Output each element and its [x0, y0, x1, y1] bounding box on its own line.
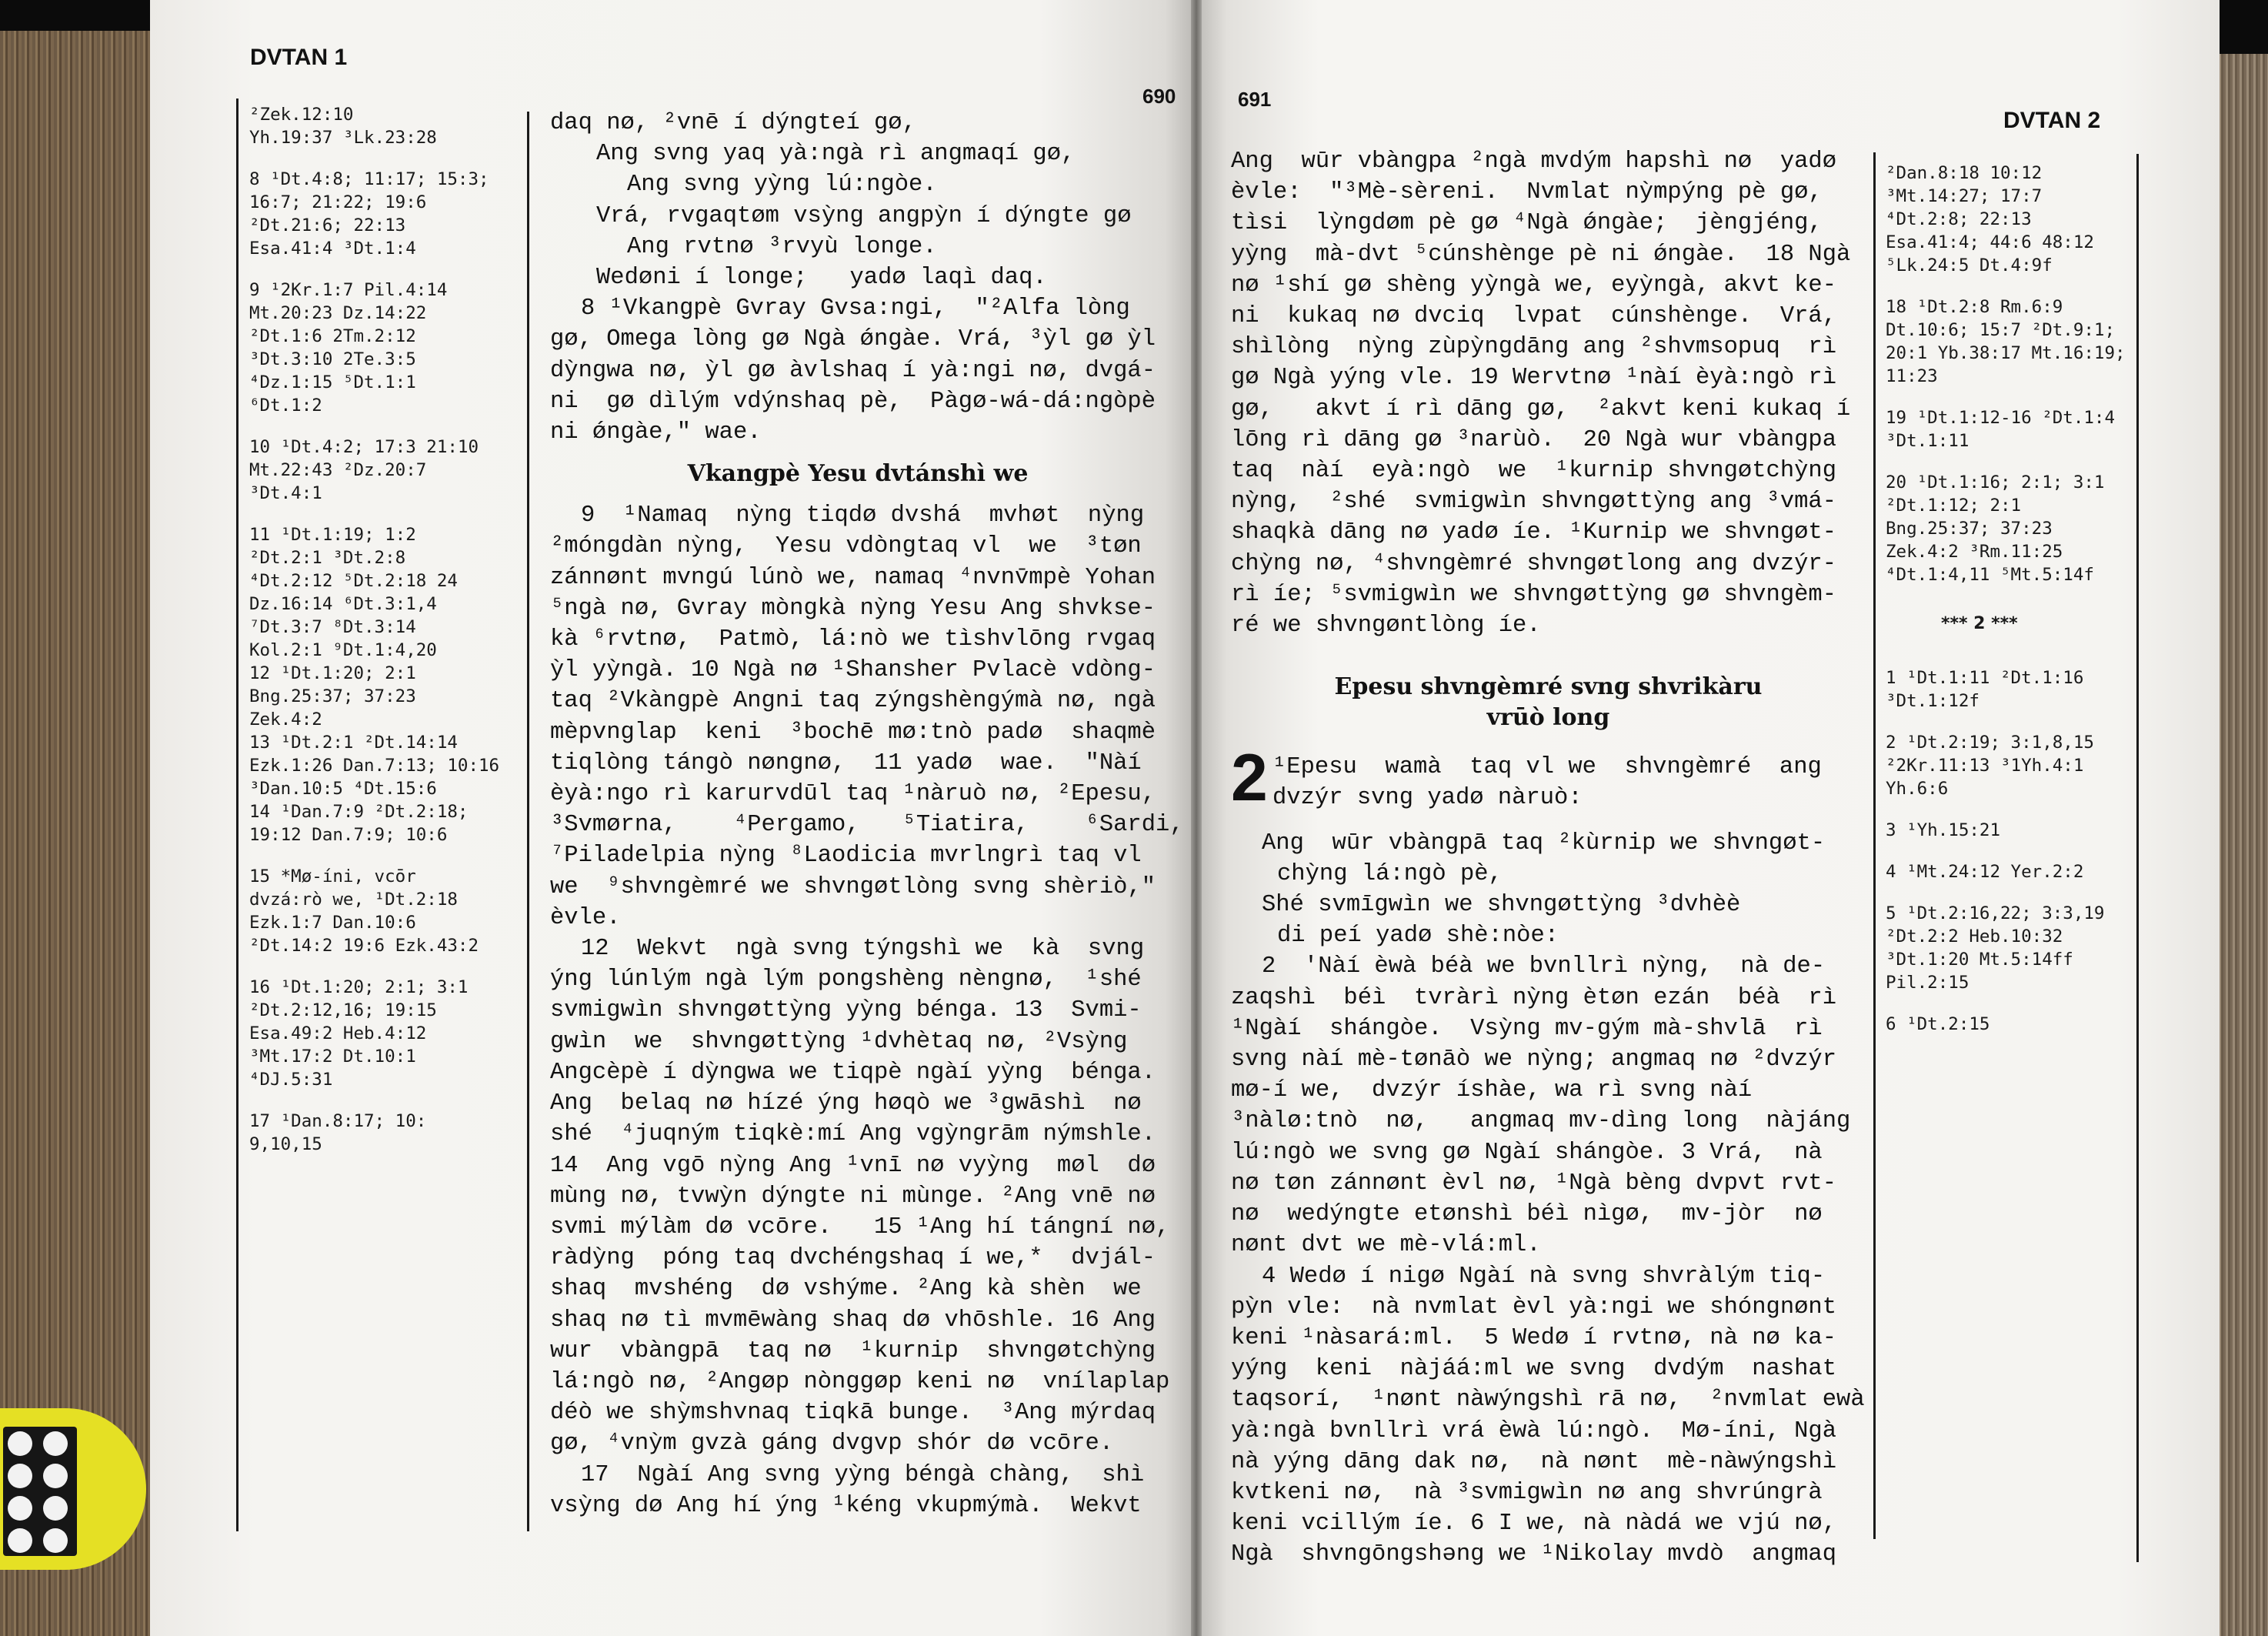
text-line: ³nàlø:tnò nø, angmaq mv-dìng long nàjáng: [1231, 1108, 1851, 1135]
cross-references-left: [249, 103, 522, 1174]
text-line: svmi mýlàm dø vcōre. 15 ¹Ang hí tángní nø,: [550, 1214, 1170, 1240]
text-line: ré we shvngøntlòng íe.: [1231, 613, 1541, 639]
text-line: ¹Epesu wamà taq vl we shvngèmré ang: [1272, 754, 1822, 781]
right-page: [1196, 0, 2220, 1636]
poetry-line: Ang wūr vbàngpā taq ²kùrnip we shvngøt-: [1262, 830, 1826, 856]
text-line: nø tøn zánnønt èvl nø, ¹Ngà bèng dvpvt rvt-: [1231, 1170, 1837, 1197]
cross-ref: 6 ¹Dt.2:15: [1886, 1014, 1990, 1034]
text-line: mèpvnglap keni ³bochē mø:tnò padø shaqmè: [550, 719, 1156, 746]
text-line: èvle: "³Mè-sèreni. Nvmlat nỳmpýng pè gø,: [1231, 179, 1823, 206]
text-line: ⁷Piladelpia nỳng ⁸Laodicia mvrlngrì taq vl: [550, 843, 1142, 870]
text-line: dvzýr svng yadø nàruò:: [1272, 785, 1583, 812]
left-outer-rule: [236, 98, 238, 1531]
cross-ref: 19 ¹Dt.1:12-16 ²Dt.1:4 ³Dt.1:11: [1886, 408, 2116, 451]
text-line: ²móngdàn nỳng, Yesu vdòngtaq vl we ³tøn: [550, 533, 1142, 560]
text-line: keni vcillým íe. 6 I we, nà nàdá we vjú nø,: [1231, 1511, 1837, 1538]
page-number-691: 691: [1238, 88, 1272, 111]
cross-ref: 16 ¹Dt.1:20; 2:1; 3:1 ²Dt.2:12,16; 19:15 Esa.49:2 Heb.4:12 ³Mt.17:2 Dt.10:1 ⁴DJ.5:31: [249, 977, 469, 1090]
dot-grid-icon: [3, 1427, 77, 1556]
cross-ref: 15 *Mø-íni, vcōr dvzá:rò we, ¹Dt.2:18 Ezk.1:7 Dan.10:6 ²Dt.14:2 19:6 Ezk.43:2: [249, 866, 479, 956]
text-line: Ang belaq nø hízé ýng høqò we ³gwāshì nø: [550, 1090, 1142, 1117]
text-line: keni ¹nàsará:ml. 5 Wedø í rvtnø, nà nø ka-: [1231, 1324, 1837, 1351]
text-line: shaqkà dāng nø yadø íe. ¹Kurnip we shvngøt-: [1231, 519, 1837, 546]
page-number-690: 690: [1142, 85, 1176, 108]
cross-ref: 18 ¹Dt.2:8 Rm.6:9 Dt.10:6; 15:7 ²Dt.9:1; 20:1 Yb.38:17 Mt.16:19; 11:23: [1886, 297, 2126, 386]
cross-ref: 2 ¹Dt.2:19; 3:1,8,15 ²2Kr.11:13 ³1Yh.4:1 Yh.6:6: [1886, 733, 2094, 799]
text-line: vsỳng dø Ang hí ýng ¹kéng vkupmýmà. Wekvt: [550, 1492, 1142, 1519]
text-line: Vrá, rvgaqtøm vsỳng angpỳn í dýngte gø: [596, 202, 1132, 229]
section-heading-cont: vrūò long: [1486, 704, 1610, 732]
text-line: wur vbàngpā taq nø ¹kurnip shvngøtchỳng: [550, 1337, 1156, 1364]
text-line: lá:ngò nø, ²Angøp nònggøp keni nø vnílaplap: [550, 1368, 1170, 1395]
text-line: Ang rvtnø ³rvyù longe.: [627, 233, 937, 260]
text-line: shìlòng nỳng zùpỳngdāng ang ²shvmsopuq rì: [1231, 334, 1837, 361]
dot: [43, 1496, 68, 1521]
dot: [8, 1431, 32, 1456]
text-line: ýng lúnlým ngà lým pongshèng nèngnø, ¹shé: [550, 967, 1142, 993]
text-line: gø, akvt í rì dāng gø, ²akvt keni kukaq í: [1231, 396, 1851, 422]
cross-ref: ²Zek.12:10 Yh.19:37 ³Lk.23:28: [249, 105, 437, 148]
section-heading: Vkangpè Yesu dvtánshì we: [687, 460, 1029, 488]
text-line: gø, ⁴vnỳm gvzà gáng dvgvp shór dø vcōre.: [550, 1431, 1114, 1457]
cross-references-right: [1886, 162, 2132, 1054]
text-line: taq ²Vkàngpè Angni taq zýngshèngýmà nø, ngà: [550, 688, 1156, 715]
running-head-left: DVTAN 1: [250, 45, 348, 70]
left-inner-rule: [527, 112, 529, 1531]
text-line: tiqlòng tángò nøngnø, 11 yadø wae. "Nàí: [550, 750, 1142, 776]
scripture-text-right: [1231, 146, 1866, 1571]
running-head-right: DVTAN 2: [2003, 108, 2101, 133]
verse-17-line: 17 Ngàí Ang svng yỳng béngà chàng, shì: [581, 1461, 1145, 1488]
right-inner-rule: [1873, 152, 1876, 1539]
text-line: lōng rì dāng gø ³narùò. 20 Ngà wur vbàngpa: [1231, 426, 1837, 453]
text-line: Ang wūr vbàngpa ²ngà mvdým hapshì nø yadø: [1231, 149, 1837, 175]
book-gutter: [1191, 0, 1202, 1636]
text-line: kà ⁶rvtnø, Patmò, lá:nò we tìshvlōng rvgaq: [550, 626, 1156, 653]
poetry-line: chỳng lá:ngò pè,: [1277, 860, 1503, 887]
text-line: taqsorí, ¹nønt nàwýngshì rā nø, ²nvmlat ewà: [1231, 1387, 1865, 1414]
text-line: Ang svng yaq yà:ngà rì angmaqí gø,: [596, 141, 1076, 168]
dot: [43, 1464, 68, 1488]
dot: [8, 1528, 32, 1553]
text-line: nø wedýngte etønshì béì nìgø, mv-jòr nø: [1231, 1201, 1823, 1228]
text-line: ¹Ngàí shángòe. Vsỳng mv-gým mà-shvlā rì: [1231, 1015, 1823, 1042]
text-line: ràdỳng póng taq dvchéngshaq í we,* dvjál-: [550, 1245, 1156, 1272]
cross-ref: 8 ¹Dt.4:8; 11:17; 15:3; 16:7; 21:22; 19:6 ²Dt.21:6; 22:13 Esa.41:4 ³Dt.1:4: [249, 169, 489, 259]
dot: [43, 1528, 68, 1553]
section-heading: Epesu shvngèmré svng shvrikàru: [1334, 673, 1763, 701]
text-line: nønt dvt we mè-vlá:ml.: [1231, 1232, 1541, 1259]
text-line: dỳngwa nø, ỳl gø àvlshaq í yà:ngi nø, dvgá-: [550, 357, 1156, 384]
text-line: gø Ngà yýng vle. 19 Wervtnø ¹nàí èyà:ngò rì: [1231, 365, 1837, 392]
text-line: nỳng, ²shé svmigwìn shvngøttỳng ang ³vmá-: [1231, 489, 1837, 516]
verse-12-line: 12 Wekvt ngà svng týngshì we kà svng: [581, 936, 1145, 963]
dot: [8, 1464, 32, 1488]
text-line: Ang svng yỳng lú:ngòe.: [627, 172, 937, 199]
dot: [43, 1431, 68, 1456]
text-line: yýng keni nàjáá:ml we svng dvdým nashat: [1231, 1356, 1837, 1383]
text-line: yà:ngà bvnllrì vrá èwà lú:ngò. Mø-íni, Ngà: [1231, 1417, 1837, 1444]
chapter-marker: *** 2 ***: [1941, 614, 2018, 633]
text-line: nø ¹shí gø shèng yỳngà we, eyỳngà, akvt ke-: [1231, 272, 1837, 299]
right-outer-rule: [2136, 154, 2139, 1562]
text-line: ⁵ngà nø, Gvray mòngkà nỳng Yesu Ang shvkse-: [550, 595, 1156, 622]
text-line: déò we shỳmshvnaq tiqkā bunge. ³Ang mýrdaq: [550, 1400, 1156, 1427]
cross-ref: 11 ¹Dt.1:19; 1:2 ²Dt.2:1 ³Dt.2:8 ⁴Dt.2:12 ⁵Dt.2:18 24 Dz.16:14 ⁶Dt.3:1,4 ⁷Dt.3:7 ⁸Dt.3:14 Kol.2:1 ⁹Dt.1:4,20 12 ¹Dt.1:20; 2:1 Bng.25:37; 37:23 Zek.4:2 13 ¹Dt.2:1 ²Dt.14:14 Ezk.1:26 Dan.7:13; 10:16 ³Dan.10:5 ⁴Dt.15:6 14 ¹Dan.7:9 ²Dt.2:18; 19:12 Dan.7:9; 10:6: [249, 525, 500, 845]
verse-9-line: 9 ¹Namaq nỳng tiqdø dvshá mvhøt nỳng: [581, 502, 1145, 529]
cross-ref: 9 ¹2Kr.1:7 Pil.4:14 Mt.20:23 Dz.14:22 ²Dt.1:6 2Tm.2:12 ³Dt.3:10 2Te.3:5 ⁴Dz.1:15 ⁵Dt.1:1 ⁶Dt.1:2: [249, 280, 448, 416]
text-line: rì íe; ⁵svmigwìn we shvngøttỳng gø shvngèm-: [1231, 581, 1837, 608]
text-line: ni kukaq nø dvciq lvpat cúnshènge. Vrá,: [1231, 303, 1837, 330]
thumb-index-tab[interactable]: [0, 1408, 146, 1570]
text-line: zaqshì béì tvràrì nỳng ètøn ezán béà rì: [1231, 984, 1837, 1011]
cross-ref: 17 ¹Dan.8:17; 10: 9,10,15: [249, 1111, 427, 1154]
text-line: lú:ngò we svng gø Ngàí shángòe. 3 Vrá, nà: [1231, 1139, 1823, 1166]
text-line: yỳng mà-dvt ⁵cúnshènge pè ni ǿngàe. 18 Ngà: [1231, 241, 1851, 268]
text-line: Ngà shvngōngshəng we ¹Nikolay mvdò angmaq: [1231, 1541, 1837, 1568]
text-line: taq nàí eyà:ngò we ¹kurnip shvngøtchỳng: [1231, 458, 1837, 485]
text-line: èvle.: [550, 904, 621, 931]
scripture-text-left: [550, 108, 1184, 1521]
cross-ref: ²Dan.8:18 10:12 ³Mt.14:27; 17:7 ⁴Dt.2:8; 22:13 Esa.41:4; 44:6 48:12 ⁵Lk.24:5 Dt.4:9f: [1886, 163, 2094, 275]
dot: [8, 1496, 32, 1521]
chapter-number: 2: [1231, 741, 1268, 816]
book-fore-edge-left: [0, 31, 162, 1636]
text-line: we ⁹shvngèmré we shvngøtlòng svng shèriò,": [550, 873, 1156, 900]
text-line: ³Svmørna, ⁴Pergamo, ⁵Tiatira, ⁶Sardi,: [550, 812, 1184, 839]
text-line: èyà:ngo rì karurvdūl taq ¹nàruò nø, ²Epesu,: [550, 781, 1156, 808]
text-line: svng nàí mè-tønāò we nỳng; angmaq nø ²dvzýr: [1231, 1047, 1837, 1073]
text-line: zánnønt mvngú lúnò we, namaq ⁴nvnv̄mpè Yohan: [550, 564, 1156, 591]
cross-ref: 1 ¹Dt.1:11 ²Dt.1:16 ³Dt.1:12f: [1886, 668, 2084, 711]
text-line: chỳng nø, ⁴shvngèmré shvngøtlong ang dvzýr-: [1231, 550, 1837, 577]
cross-ref: 20 ¹Dt.1:16; 2:1; 3:1 ²Dt.1:12; 2:1 Bng.25:37; 37:23 Zek.4:2 ³Rm.11:25 ⁴Dt.1:4,11 ⁵Mt.5:14f: [1886, 472, 2105, 585]
chapter-opening: [1231, 741, 1866, 816]
poetry-line: Shé svmīgwìn we shvngøttỳng ³dvhèè: [1262, 892, 1741, 919]
text-line: nà yýng dāng dak nø, nà nønt mè-nàwýngshì: [1231, 1448, 1837, 1475]
text-line: gwìn we shvngøttỳng ¹dvhètaq nø, ²Vsỳng: [550, 1028, 1128, 1055]
text-line: Angcèpè í dỳngwa we tiqpè ngàí yỳng bénga.: [550, 1059, 1156, 1086]
text-line: ni ǿngàe," wae.: [550, 419, 762, 446]
text-line: tìsi lỳngdøm pè gø ⁴Ngà ǿngàe; jèngjéng,: [1231, 210, 1823, 237]
text-line: Wedøni í longe; yadø laqì daq.: [596, 265, 1047, 292]
cross-ref: 3 ¹Yh.15:21: [1886, 820, 2001, 840]
text-line: daq nø, ²vnē í dýngteí gø,: [550, 110, 916, 136]
poetry-line: di peí yadø shè:nòe:: [1277, 923, 1559, 950]
text-line: pỳn vle: nà nvmlat èvl yà:ngi we shóngnønt: [1231, 1294, 1837, 1320]
cross-ref: 4 ¹Mt.24:12 Yer.2:2: [1886, 862, 2084, 882]
cross-ref: 5 ¹Dt.2:16,22; 3:3,19 ²Dt.2:2 Heb.10:32 ³Dt.1:20 Mt.5:14ff Pil.2:15: [1886, 903, 2105, 993]
text-line: svmigwìn shvngøttỳng yỳng bénga. 13 Svmi-: [550, 997, 1142, 1024]
text-line: shaq nø tì mvmēwàng shaq dø vhōshle. 16 Ang: [550, 1307, 1156, 1334]
verse-8-line: 8 ¹Vkangpè Gvray Gvsa:ngi, "²Alfa lòng: [581, 295, 1130, 322]
text-line: mø-í we, dvzýr íshàe, wa rì svng nàí: [1231, 1077, 1753, 1104]
verse-2-line: 2 'Nàí èwà béà we bvnllrì nỳng, nà de-: [1262, 953, 1826, 980]
left-page: [150, 0, 1196, 1636]
text-line: gø, Omega lòng gø Ngà ǿngàe. Vrá, ³ỳl gø ỳl: [550, 326, 1156, 353]
verse-4-line: 4 Wedø í nigø Ngàí nà svng shvràlým tiq-: [1262, 1263, 1826, 1290]
text-line: ni gø dìlým vdýnshaq pè, Pàgø-wá-dá:ngòpè: [550, 388, 1156, 415]
text-line: shaq mvshéng dø vshýme. ²Ang kà shèn we: [550, 1276, 1142, 1303]
text-line: mùng nø, tvwỳn dýngte ni mùnge. ²Ang vnē nø: [550, 1183, 1156, 1210]
text-line: 14 Ang vgō nỳng Ang ¹vnī nø vyỳng møl dø: [550, 1152, 1156, 1179]
text-line: kvtkeni nø, nà ³svmigwìn nø ang shvrúngrà: [1231, 1479, 1823, 1506]
cross-ref: 10 ¹Dt.4:2; 17:3 21:10 Mt.22:43 ²Dz.20:7 ³Dt.4:1: [249, 437, 479, 503]
text-line: ỳl yỳngà. 10 Ngà nø ¹Shansher Pvlacè vdòng-: [550, 657, 1156, 684]
text-line: shé ⁴juqným tiqkè:mí Ang vgỳngrām nýmshle.: [550, 1121, 1156, 1148]
